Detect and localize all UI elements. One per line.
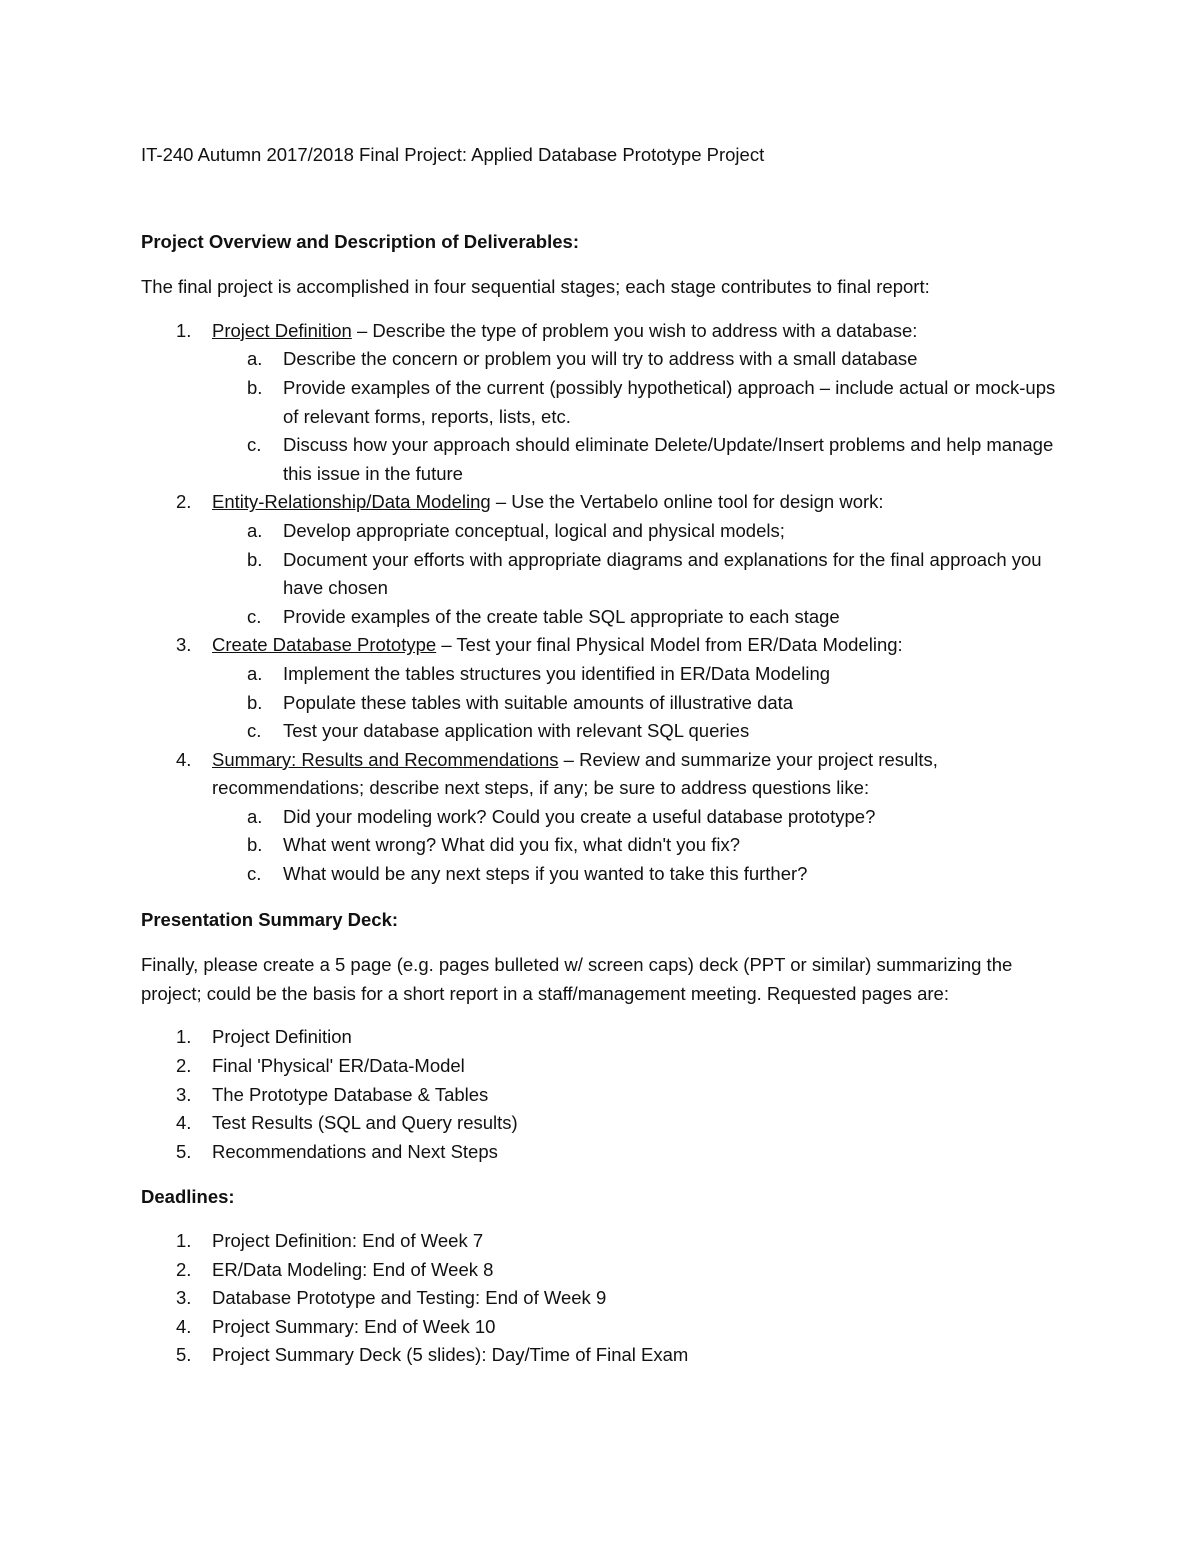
stage-number: 4. xyxy=(176,748,192,770)
deadline-number: 2. xyxy=(176,1258,192,1280)
deadline-number: 3. xyxy=(176,1287,192,1309)
presentation-intro: Finally, please create a 5 page (e.g. pages bulleted w/ screen caps) deck (PPT or similar) summarizing the project; could be the basis for a short report in a staff/management meeting. Requested pages are: xyxy=(141,954,1013,1004)
deadline-number: 1. xyxy=(176,1230,192,1251)
sub-letter: b. xyxy=(247,691,263,713)
sub-text: Discuss how your approach should eliminate Delete/Update/Insert problems and help manage this issue in the future xyxy=(283,434,1054,484)
sub-item xyxy=(212,689,1071,718)
stage-item xyxy=(141,317,1071,489)
deadline-item xyxy=(141,1227,1071,1256)
deck-page-text: The Prototype Database & Tables xyxy=(212,1083,489,1105)
sub-item xyxy=(212,831,1071,860)
stage-title: Project Definition xyxy=(212,319,352,341)
stage-number: 2. xyxy=(176,491,192,513)
deadline-number: 5. xyxy=(176,1344,192,1366)
sub-text: Populate these tables with suitable amounts of illustrative data xyxy=(283,691,794,713)
sub-letter: c. xyxy=(247,863,262,885)
sub-letter: c. xyxy=(247,605,262,627)
sub-item xyxy=(212,431,1071,488)
deck-page-text: Final 'Physical' ER/Data-Model xyxy=(212,1055,465,1077)
sub-item xyxy=(212,517,1071,546)
stage-number: 1. xyxy=(176,319,192,341)
presentation-heading: Presentation Summary Deck: xyxy=(141,908,399,930)
sub-letter: b. xyxy=(247,376,263,398)
stage-sublist xyxy=(212,803,1071,889)
deck-page-number: 5. xyxy=(176,1140,192,1162)
stage-list xyxy=(141,317,1071,889)
stage-title: Summary: Results and Recommendations xyxy=(212,748,559,770)
stage-description: – Test your final Physical Model from ER/Data Modeling: xyxy=(436,634,903,656)
stage-sublist xyxy=(212,660,1071,746)
sub-text: Implement the tables structures you identified in ER/Data Modeling xyxy=(283,662,831,684)
deck-page-item xyxy=(141,1052,1071,1081)
deadline-text: Database Prototype and Testing: End of Week 9 xyxy=(212,1287,607,1309)
deck-page-number: 4. xyxy=(176,1112,192,1134)
sub-letter: c. xyxy=(247,434,262,456)
deadline-item xyxy=(141,1313,1071,1342)
deck-page-number: 3. xyxy=(176,1083,192,1105)
sub-letter: b. xyxy=(247,548,263,570)
deadline-list xyxy=(141,1227,1071,1370)
sub-item xyxy=(212,546,1071,603)
sub-text: What went wrong? What did you fix, what didn't you fix? xyxy=(283,834,741,856)
deadline-item xyxy=(141,1256,1071,1285)
deck-page-item xyxy=(141,1081,1071,1110)
overview-heading: Project Overview and Description of Deliverables: xyxy=(141,230,579,252)
sub-letter: a. xyxy=(247,348,263,370)
sub-item xyxy=(212,803,1071,832)
stage-item xyxy=(141,488,1071,631)
sub-letter: a. xyxy=(247,662,263,684)
stage-item xyxy=(141,746,1071,889)
deck-page-item xyxy=(141,1023,1071,1052)
stage-description: – Review and summarize your project results, recommendations; describe next steps, if any; be sure to address questions like: xyxy=(212,748,938,799)
sub-text: What would be any next steps if you wanted to take this further? xyxy=(283,863,808,885)
deadline-text: Project Summary: End of Week 10 xyxy=(212,1315,496,1337)
deck-page-number: 1. xyxy=(176,1026,192,1048)
sub-item xyxy=(212,860,1071,889)
stage-title: Create Database Prototype xyxy=(212,634,437,656)
sub-text: Provide examples of the create table SQL appropriate to each stage xyxy=(283,605,840,627)
sub-letter: b. xyxy=(247,834,263,856)
sub-letter: a. xyxy=(247,519,263,541)
sub-text: Develop appropriate conceptual, logical and physical models; xyxy=(283,519,785,541)
deck-page-text: Recommendations and Next Steps xyxy=(212,1140,498,1162)
sub-item xyxy=(212,374,1071,431)
document-page xyxy=(141,141,1071,1370)
sub-item xyxy=(212,603,1071,632)
deadline-item xyxy=(141,1341,1071,1370)
stage-sublist xyxy=(212,517,1071,631)
sub-text: Provide examples of the current (possibly hypothetical) approach – include actual or mock-ups of relevant forms, reports, lists, etc. xyxy=(283,376,1056,427)
deadline-text: Project Definition: End of Week 7 xyxy=(212,1230,484,1251)
deck-page-text: Test Results (SQL and Query results) xyxy=(212,1112,518,1134)
sub-item xyxy=(212,345,1071,374)
deadline-item xyxy=(141,1284,1071,1313)
sub-letter: a. xyxy=(247,805,263,827)
deadline-number: 4. xyxy=(176,1315,192,1337)
sub-text: Did your modeling work? Could you create a useful database prototype? xyxy=(283,805,876,827)
sub-text: Describe the concern or problem you will try to address with a small database xyxy=(283,348,918,370)
deadline-text: ER/Data Modeling: End of Week 8 xyxy=(212,1258,494,1280)
sub-letter: c. xyxy=(247,720,262,742)
sub-item xyxy=(212,660,1071,689)
deck-page-item xyxy=(141,1138,1071,1167)
overview-intro: The final project is accomplished in four sequential stages; each stage contributes to final report: xyxy=(141,276,930,298)
stage-number: 3. xyxy=(176,634,192,656)
deck-page-text: Project Definition xyxy=(212,1026,352,1048)
stage-item xyxy=(141,631,1071,745)
document-title: IT-240 Autumn 2017/2018 Final Project: Applied Database Prototype Project xyxy=(141,144,765,165)
deadline-text: Project Summary Deck (5 slides): Day/Time of Final Exam xyxy=(212,1344,689,1366)
sub-text: Document your efforts with appropriate diagrams and explanations for the final approach you have chosen xyxy=(283,548,1042,599)
deck-page-item xyxy=(141,1109,1071,1138)
deck-page-number: 2. xyxy=(176,1055,192,1077)
stage-description: – Use the Vertabelo online tool for design work: xyxy=(490,491,884,513)
deadlines-heading: Deadlines: xyxy=(141,1186,235,1208)
stage-sublist xyxy=(212,345,1071,488)
sub-text: Test your database application with relevant SQL queries xyxy=(283,720,750,742)
stage-description: – Describe the type of problem you wish to address with a database: xyxy=(351,319,918,341)
sub-item xyxy=(212,717,1071,746)
deck-page-list xyxy=(141,1023,1071,1166)
stage-title: Entity-Relationship/Data Modeling xyxy=(212,491,491,513)
